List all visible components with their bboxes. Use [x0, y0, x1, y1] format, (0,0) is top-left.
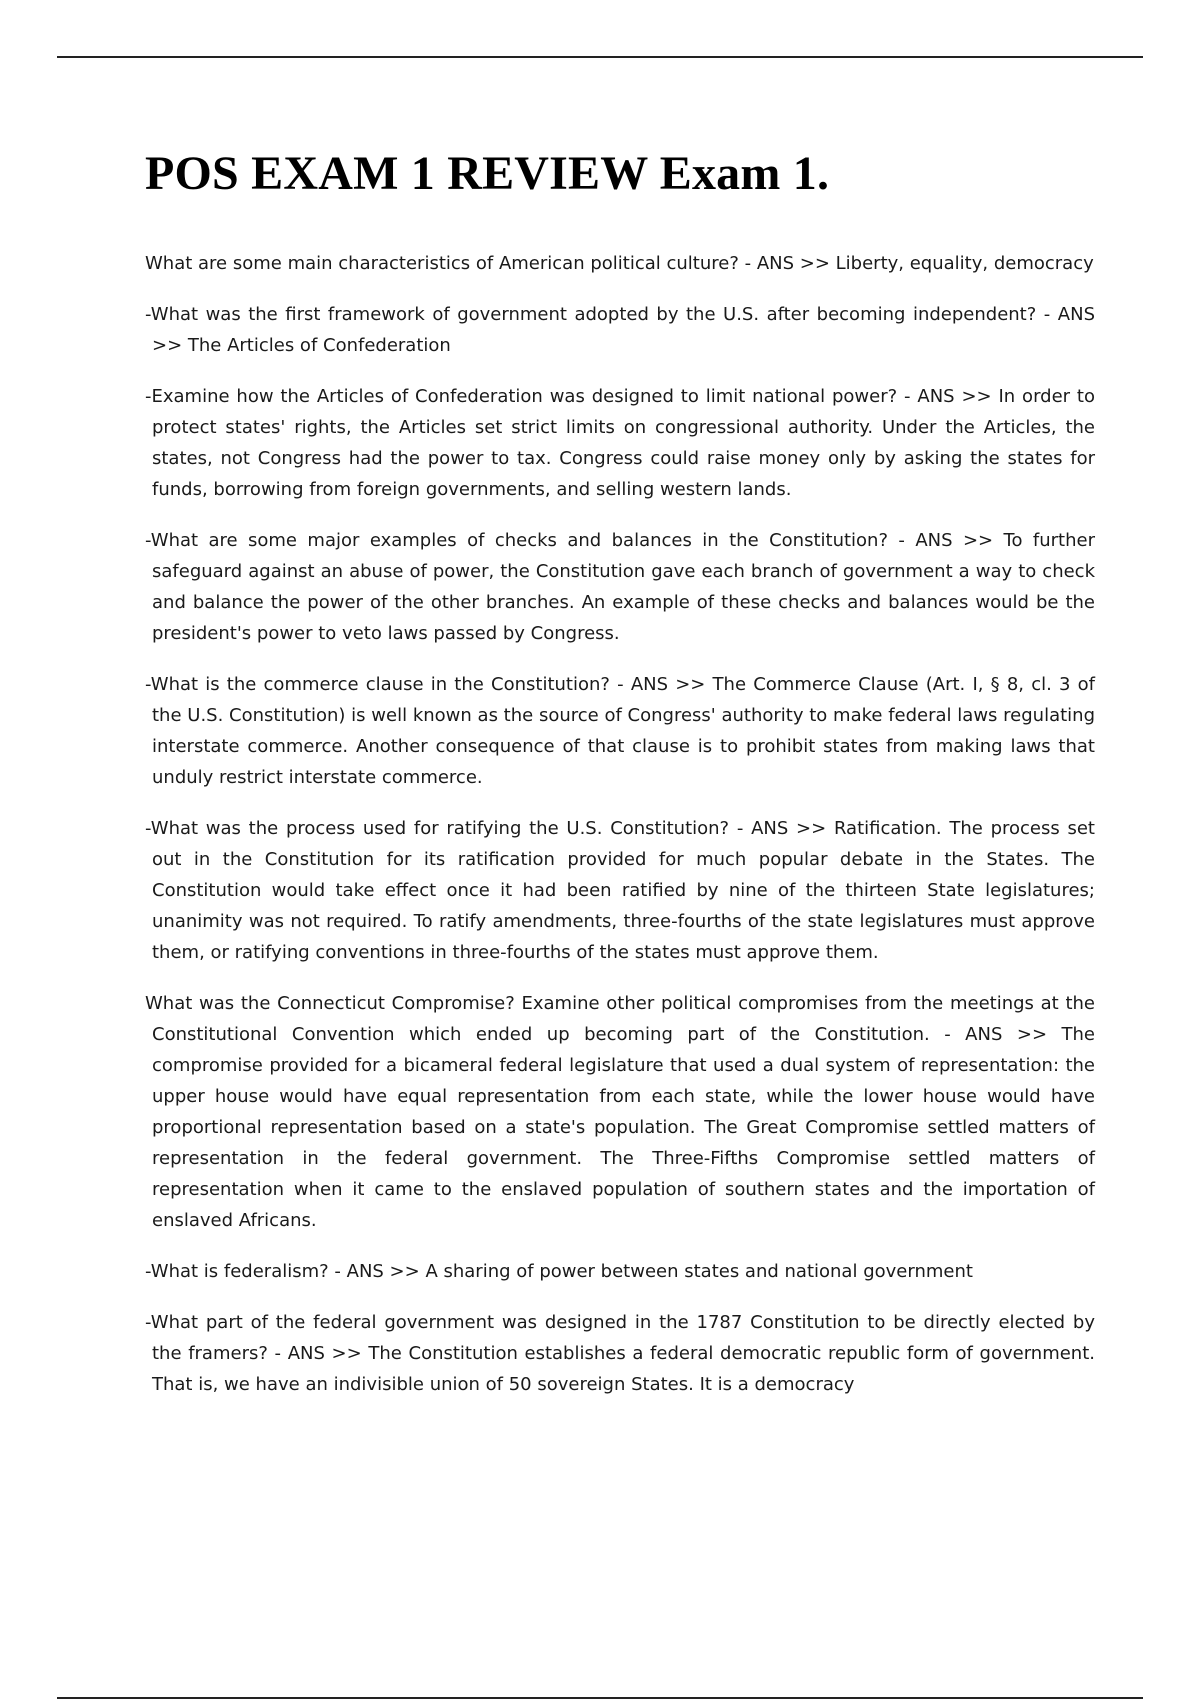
qa-item: What was the Connecticut Compromise? Examine other political compromises from the meetings at the Constitutional Convention which ended up becoming part of the Constitution. - ANS >> The compromise provided for a bicameral federal legislature that used a dual system of representation: the upper house would have equal representation from each state, while the lower house would have proportional representation based on a state's population. The Great Compromise settled matters of representation in the federal government. The Three-Fifths Compromise settled matters of representation when it came to the enslaved population of southern states and the importation of enslaved Africans.	[145, 993, 1095, 1231]
document-body	[145, 146, 1095, 1420]
qa-item: -What was the first framework of government adopted by the U.S. after becoming independent? - ANS >> The Articles of Confederation	[145, 304, 1095, 356]
qa-item: -What are some major examples of checks and balances in the Constitution? - ANS >> To further safeguard against an abuse of power, the Constitution gave each branch of government a way to check and balance the power of the other branches. An example of these checks and balances would be the president's power to veto laws passed by Congress.	[145, 530, 1095, 644]
qa-item: -What part of the federal government was designed in the 1787 Constitution to be directly elected by the framers? - ANS >> The Constitution establishes a federal democratic republic form of government. That is, we have an indivisible union of 50 sovereign States. It is a democracy	[145, 1312, 1095, 1395]
top-divider	[57, 56, 1143, 58]
qa-item: -What is federalism? - ANS >> A sharing of power between states and national government	[145, 1261, 973, 1282]
qa-item: What are some main characteristics of American political culture? - ANS >> Liberty, equality, democracy	[145, 253, 1094, 274]
bottom-divider	[57, 1697, 1143, 1699]
document-title: POS EXAM 1 REVIEW Exam 1.	[145, 147, 830, 200]
qa-item: -What is the commerce clause in the Constitution? - ANS >> The Commerce Clause (Art. I, § 8, cl. 3 of the U.S. Constitution) is well known as the source of Congress' authority to make federal laws regulating interstate commerce. Another consequence of that clause is to prohibit states from making laws that unduly restrict interstate commerce.	[145, 674, 1095, 788]
qa-item: -Examine how the Articles of Confederation was designed to limit national power? - ANS >> In order to protect states' rights, the Articles set strict limits on congressional authority. Under the Articles, the states, not Congress had the power to tax. Congress could raise money only by asking the states for funds, borrowing from foreign governments, and selling western lands.	[145, 386, 1095, 500]
qa-list	[145, 248, 1095, 1400]
qa-item: -What was the process used for ratifying the U.S. Constitution? - ANS >> Ratification. The process set out in the Constitution for its ratification provided for much popular debate in the States. The Constitution would take effect once it had been ratified by nine of the thirteen State legislatures; unanimity was not required. To ratify amendments, three-fourths of the state legislatures must approve them, or ratifying conventions in three-fourths of the states must approve them.	[145, 818, 1095, 963]
